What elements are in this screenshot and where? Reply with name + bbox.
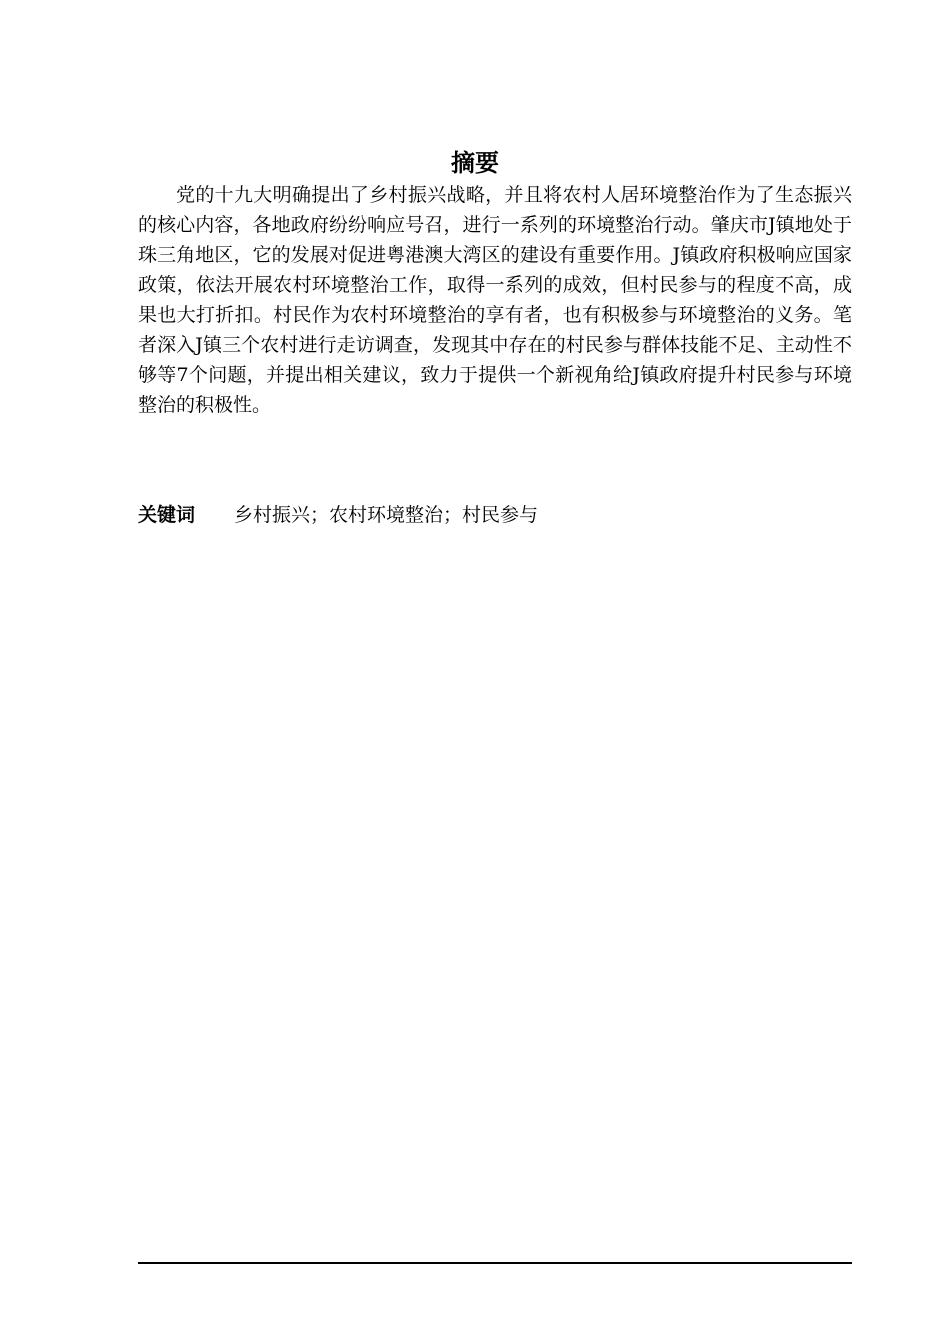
keywords-line — [138, 500, 852, 530]
keywords-value: 乡村振兴；农村环境整治；村民参与 — [234, 504, 539, 526]
page-title: 摘要 — [451, 149, 499, 177]
abstract-text: 党的十九大明确提出了乡村振兴战略，并且将农村人居环境整治作为了生态振兴的核心内容，各地政府纷纷响应号召，进行一系列的环境整治行动。肇庆市J镇地处于珠三角地区，它的发展对促进粤港澳大湾区的建设有重要作用。J镇政府积极响应国家政策，依法开展农村环境整治工作，取得一系列的成效，但村民参与的程度不高，成果也大打折扣。村民作为农村环境整治的享有者，也有积极参与环境整治的义务。笔者深入J镇三个农村进行走访调查，发现其中存在的村民参与群体技能不足、主动性不够等7个问题，并提出相关建议，致力于提供一个新视角给J镇政府提升村民参与环境整治的积极性。 — [138, 184, 852, 416]
footer-divider — [138, 1262, 852, 1264]
keywords-label: 关键词 — [138, 504, 196, 526]
